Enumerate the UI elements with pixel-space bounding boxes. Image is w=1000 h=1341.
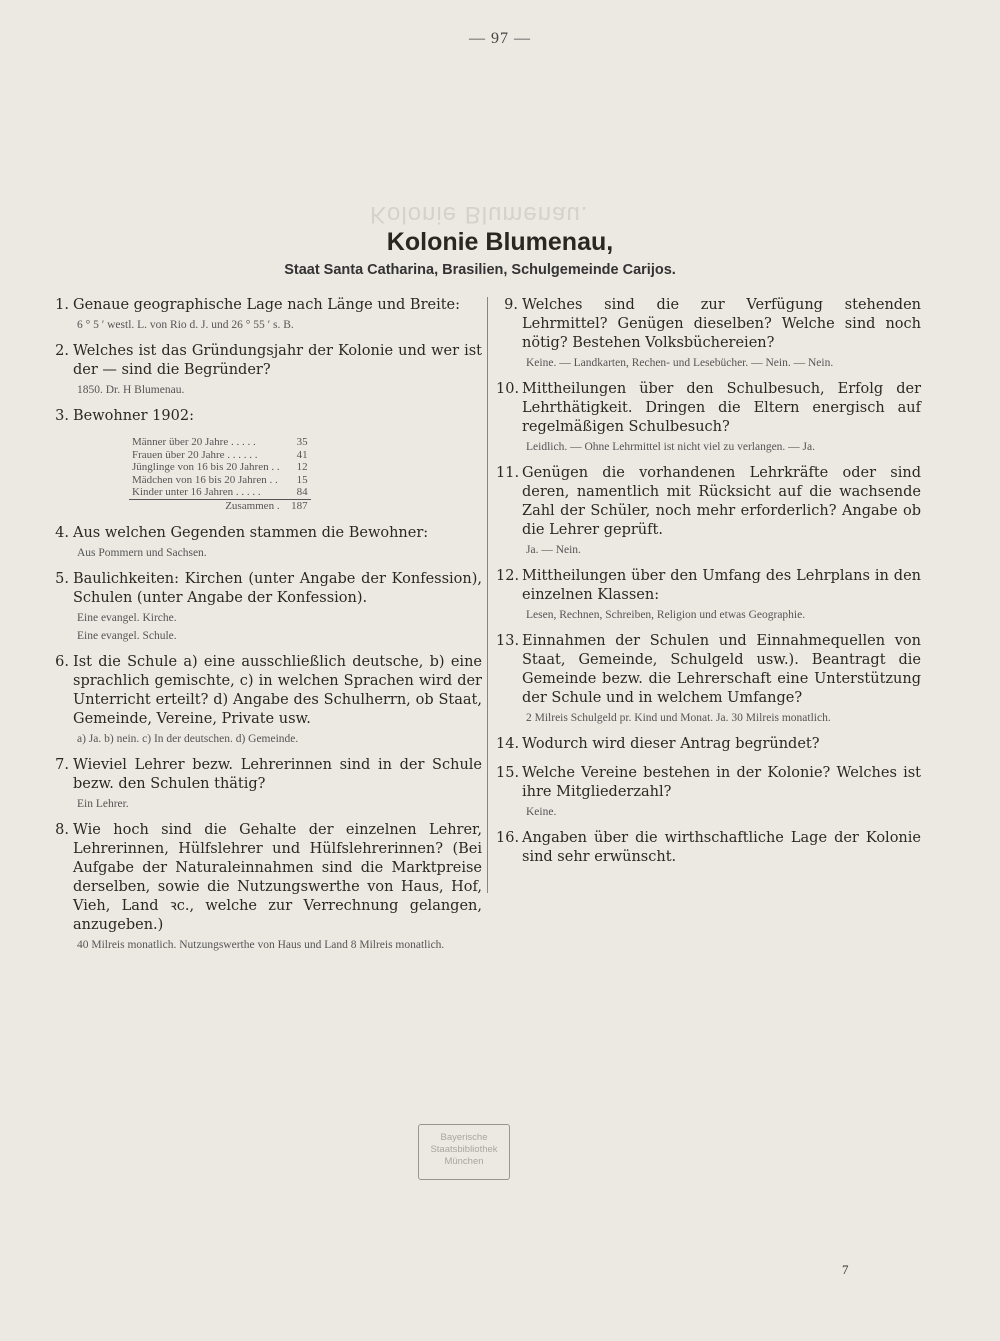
question-number: 13. (496, 633, 520, 649)
answer-text: 6 ° 5 ′ westl. L. von Rio d. J. und 26 ° 55 ′ s. B. (77, 319, 294, 331)
question-header (496, 764, 921, 802)
answer-block (77, 797, 482, 811)
answer-block (526, 711, 921, 725)
answer-block (526, 440, 921, 454)
question-text: Mittheilungen über den Schulbesuch, Erfolg der Lehrthätigkeit. Dringen die Eltern energisch auf regelmäßigen Schulbesuch? (522, 381, 921, 435)
sheet-number: 7 (842, 1262, 849, 1277)
population-value: 35 (296, 436, 308, 448)
answer-text: 2 Milreis Schulgeld pr. Kind und Monat. Ja. 30 Milreis monatlich. (526, 712, 831, 724)
question-item (47, 821, 482, 952)
question-number: 7. (55, 757, 69, 773)
stamp-line: Staatsbibliothek (430, 1144, 498, 1155)
question-item (47, 524, 482, 560)
question-header (47, 296, 482, 315)
answer-text: Keine. (526, 806, 557, 818)
question-item (496, 735, 921, 754)
question-number: 14. (496, 736, 520, 752)
answer-block (526, 543, 921, 557)
population-label: Jünglinge von 16 bis 20 Jahren . . (132, 461, 280, 473)
question-text: Ist die Schule a) eine ausschließlich deutsche, b) eine sprachlich gemischte, c) in welchen Sprachen wird der Unterricht erteilt? d) Angabe des Schulherrn, ob Staat, Gemeinde, Vereine, Private usw. (73, 654, 482, 727)
left-column (47, 296, 482, 962)
answer-text: Eine evangel. Schule. (77, 630, 177, 642)
population-value: 41 (296, 448, 308, 461)
question-text: Bewohner 1902: (73, 408, 194, 424)
question-number: 6. (55, 654, 69, 670)
question-item (496, 632, 921, 725)
question-item (496, 296, 921, 370)
answer-text: Keine. — Landkarten, Rechen- und Lesebücher. — Nein. — Nein. (526, 357, 834, 369)
question-number: 12. (496, 568, 520, 584)
population-row (129, 436, 311, 449)
population-label: Männer über 20 Jahre . . . . . (132, 436, 256, 448)
question-header (47, 407, 482, 426)
question-number: 10. (496, 381, 520, 397)
question-text: Baulichkeiten: Kirchen (unter Angabe der Konfession), Schulen (unter Angabe der Konfession). (73, 571, 482, 606)
question-text: Welche Vereine bestehen in der Kolonie? Welches ist ihre Mitgliederzahl? (522, 765, 921, 800)
stamp-line: München (444, 1156, 484, 1167)
population-row (129, 461, 311, 474)
stamp-line: Bayerische (440, 1132, 488, 1143)
question-item (496, 829, 921, 867)
question-item (496, 567, 921, 622)
answer-block (77, 938, 482, 952)
answer-block (77, 318, 482, 332)
question-list-right (496, 296, 921, 867)
question-item (47, 756, 482, 811)
question-number: 11. (496, 465, 520, 481)
population-row (129, 486, 311, 499)
bleed-through-text: Kolonie Blumenau. (370, 201, 589, 228)
question-header (47, 342, 482, 380)
question-header (496, 380, 921, 437)
question-text: Welches sind die zur Verfügung stehenden Lehrmittel? Genügen dieselben? Welche sind noch nötig? Bestehen Volksbüchereien? (522, 297, 921, 351)
question-text: Aus welchen Gegenden stammen die Bewohner: (73, 525, 429, 541)
question-text: Genügen die vorhandenen Lehrkräfte oder sind deren, namentlich mit Rücksicht auf die wachsende Zahl der Schüler, noch mehr erforderlich? Angabe ob die Lehrer geprüft. (522, 465, 921, 538)
answer-text: Ja. — Nein. (526, 544, 581, 556)
question-header (47, 756, 482, 794)
question-number: 15. (496, 765, 520, 781)
answer-block (526, 608, 921, 622)
answer-block (77, 611, 482, 643)
population-total-value: 187 (283, 499, 311, 512)
population-value: 12 (296, 461, 308, 473)
answer-block (526, 805, 921, 819)
population-table (129, 436, 311, 512)
question-text: Einnahmen der Schulen und Einnahmequellen von Staat, Gemeinde, Schulgeld usw.). Beantragt die Gemeinde bezw. die Lehrerschaft eine Unterstützung der Schule und in welchem Umfange? (522, 633, 921, 706)
question-header (496, 567, 921, 605)
answer-text: Leidlich. — Ohne Lehrmittel ist nicht viel zu verlangen. — Ja. (526, 441, 816, 453)
right-column (496, 296, 921, 877)
answer-block (77, 732, 482, 746)
answer-block (526, 356, 921, 370)
answer-text: Lesen, Rechnen, Schreiben, Religion und etwas Geographie. (526, 609, 806, 621)
answer-text: Ein Lehrer. (77, 798, 129, 810)
question-number: 9. (504, 297, 518, 313)
population-label: Mädchen von 16 bis 20 Jahren . . (132, 473, 278, 486)
library-stamp (418, 1124, 510, 1180)
question-number: 3. (55, 408, 69, 424)
page-title: Kolonie Blumenau, (386, 228, 614, 256)
question-header (496, 735, 921, 754)
question-header (47, 524, 482, 543)
population-total-label: Zusammen . (129, 499, 283, 512)
population-label: Kinder unter 16 Jahren . . . . . (132, 486, 261, 498)
question-number: 4. (55, 525, 69, 541)
column-divider (487, 297, 488, 893)
question-header (496, 464, 921, 540)
question-item (496, 380, 921, 454)
question-list-left-1 (47, 296, 482, 426)
page-number: — 97 — (469, 30, 531, 47)
question-item (496, 464, 921, 557)
answer-block (77, 383, 482, 397)
question-item (47, 653, 482, 746)
population-value: 15 (296, 473, 308, 486)
answer-text: Aus Pommern und Sachsen. (77, 547, 207, 559)
answer-text: 1850. Dr. H Blumenau. (77, 384, 185, 396)
question-number: 1. (55, 297, 69, 313)
question-number: 5. (55, 571, 69, 587)
population-row (129, 474, 311, 487)
question-header (496, 829, 921, 867)
question-header (496, 632, 921, 708)
question-text: Wieviel Lehrer bezw. Lehrerinnen sind in der Schule bezw. den Schulen thätig? (73, 757, 482, 792)
question-text: Angaben über die wirthschaftliche Lage der Kolonie sind sehr erwünscht. (522, 830, 921, 865)
question-text: Mittheilungen über den Umfang des Lehrplans in den einzelnen Klassen: (522, 568, 921, 603)
answer-block (77, 546, 482, 560)
page-subtitle: Staat Santa Catharina, Brasilien, Schulgemeinde Carijos. (284, 262, 676, 278)
question-text: Wodurch wird dieser Antrag begründet? (522, 736, 820, 752)
population-row (129, 449, 311, 462)
answer-text: 40 Milreis monatlich. Nutzungswerthe von Haus und Land 8 Milreis monatlich. (77, 939, 445, 951)
population-label: Frauen über 20 Jahre . . . . . . (132, 448, 258, 461)
population-value: 84 (296, 486, 308, 498)
question-header (47, 821, 482, 935)
answer-text: a) Ja. b) nein. c) In der deutschen. d) Gemeinde. (77, 733, 299, 745)
question-number: 8. (55, 822, 69, 838)
question-header (47, 570, 482, 608)
question-text: Genaue geographische Lage nach Länge und Breite: (73, 297, 461, 313)
question-list-left-2 (47, 524, 482, 952)
question-text: Wie hoch sind die Gehalte der einzelnen Lehrer, Lehrerinnen, Hülfslehrer und Hülfslehrerinnen? (Bei Aufgabe der Naturaleinnahmen sind die Marktpreise derselben, sowie die Nutzungswerthe von Haus, Hof, Vieh, Land ꝛc., welche zur Verrechnung gelangen, anzugeben.) (73, 822, 482, 933)
question-header (496, 296, 921, 353)
question-header (47, 653, 482, 729)
question-item (496, 764, 921, 819)
question-item (47, 342, 482, 397)
answer-text: Eine evangel. Kirche. (77, 612, 177, 624)
question-number: 16. (496, 830, 520, 846)
question-item (47, 570, 482, 643)
question-item (47, 296, 482, 332)
population-total-row (129, 499, 311, 512)
question-item (47, 407, 482, 426)
question-text: Welches ist das Gründungsjahr der Kolonie und wer ist der — sind die Begründer? (73, 343, 482, 378)
question-number: 2. (55, 343, 69, 359)
